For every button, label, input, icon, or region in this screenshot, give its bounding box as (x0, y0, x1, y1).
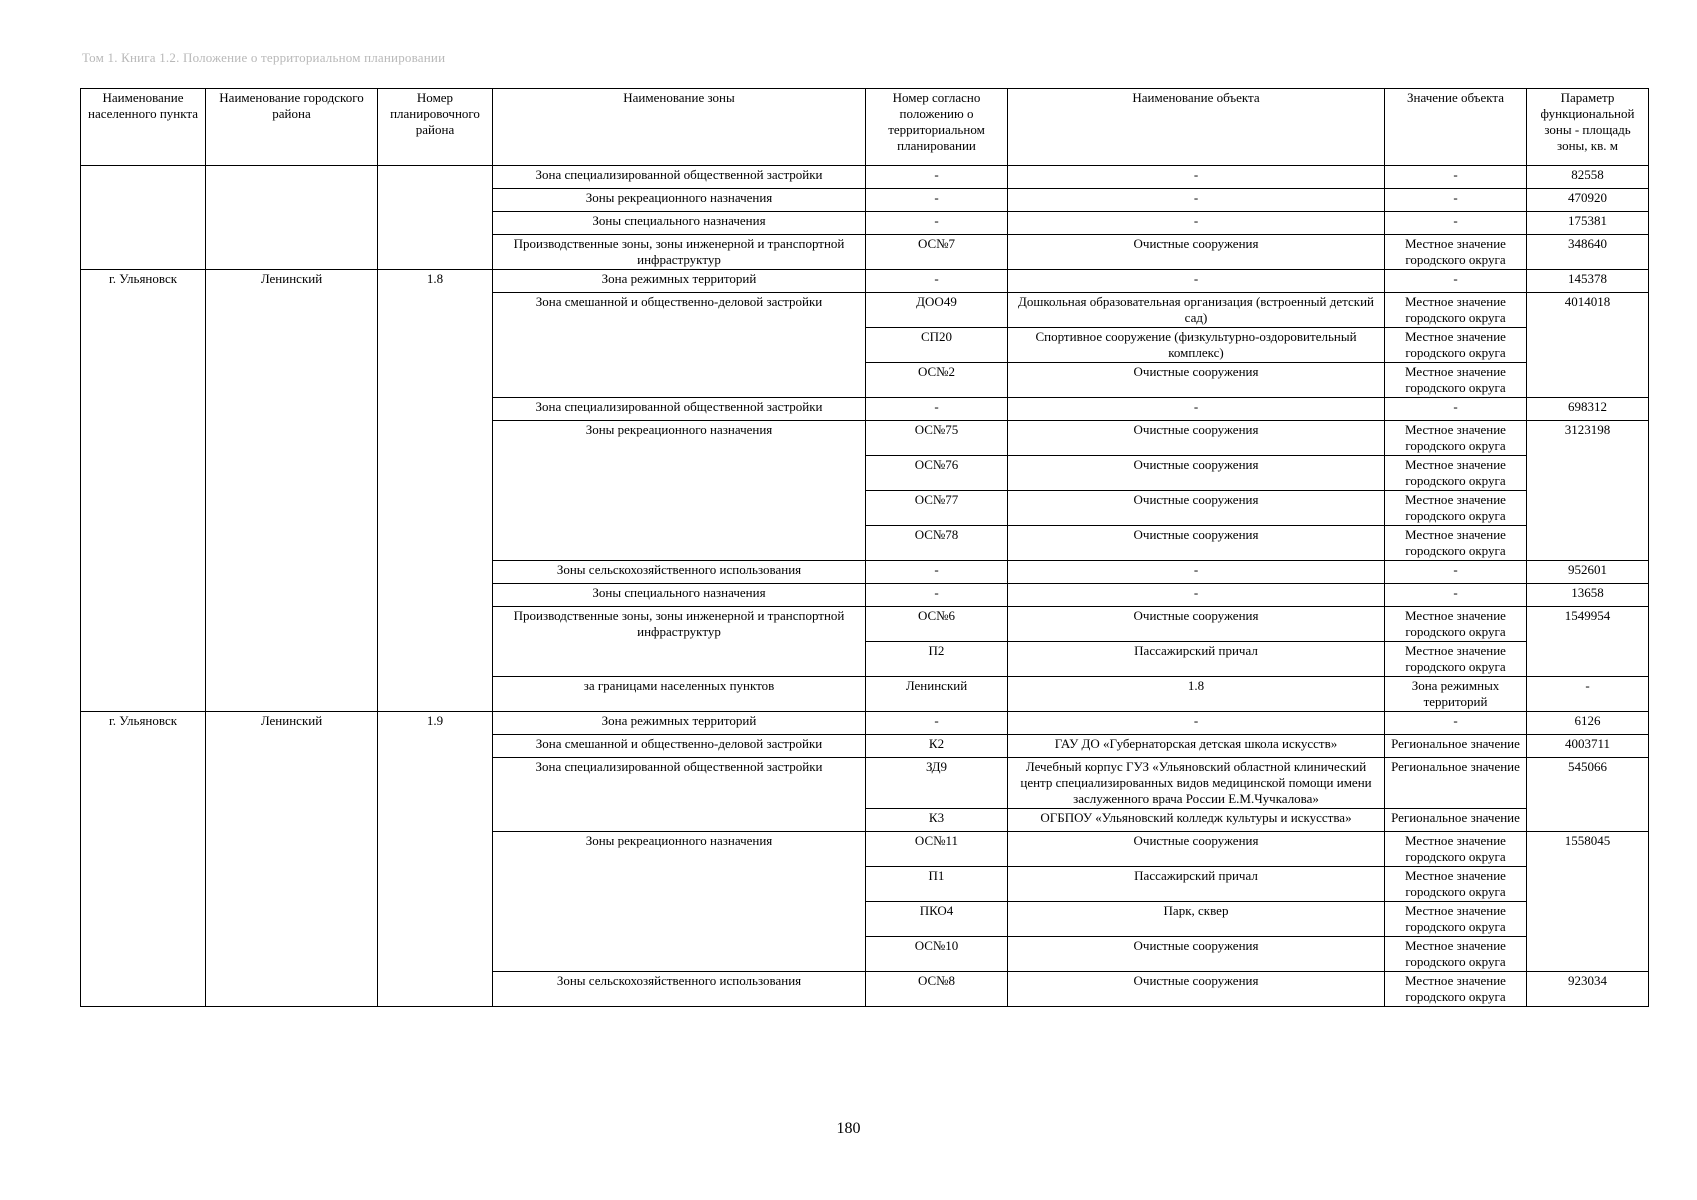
table-cell (81, 166, 206, 270)
table-cell: - (1385, 561, 1527, 584)
table-cell: Ленинский (206, 712, 378, 1007)
table-cell: - (1008, 270, 1385, 293)
table-cell: ОС№77 (866, 491, 1008, 526)
table-cell: 1549954 (1527, 607, 1649, 677)
table-cell: Зоны специального назначения (493, 584, 866, 607)
table-cell: 1.8 (1008, 677, 1385, 712)
table-cell: ОГБПОУ «Ульяновский колледж культуры и искусства» (1008, 809, 1385, 832)
table-cell: Зона специализированной общественной застройки (493, 166, 866, 189)
table-header (81, 89, 1649, 166)
table-cell: 1.9 (378, 712, 493, 1007)
table-cell: 698312 (1527, 398, 1649, 421)
table-cell: Зона специализированной общественной застройки (493, 398, 866, 421)
table-cell: - (866, 166, 1008, 189)
table-cell: Местное значение городского округа (1385, 421, 1527, 456)
table-cell: г. Ульяновск (81, 712, 206, 1007)
table-cell: Зона специализированной общественной застройки (493, 758, 866, 832)
table-cell: - (866, 270, 1008, 293)
table-cell: - (1385, 189, 1527, 212)
table-cell: Зона режимных территорий (1385, 677, 1527, 712)
table-cell: Местное значение городского округа (1385, 328, 1527, 363)
table-cell: Очистные сооружения (1008, 937, 1385, 972)
table-cell: Региональное значение (1385, 735, 1527, 758)
page-number: 180 (836, 1120, 861, 1137)
table-cell: Зоны сельскохозяйственного использования (493, 972, 866, 1007)
table-cell: ОС№78 (866, 526, 1008, 561)
table-cell: 470920 (1527, 189, 1649, 212)
table-cell: Зоны сельскохозяйственного использования (493, 561, 866, 584)
table-cell: - (1385, 398, 1527, 421)
table-cell: 4014018 (1527, 293, 1649, 398)
table-cell: - (866, 561, 1008, 584)
table-cell: Местное значение городского округа (1385, 235, 1527, 270)
table-cell: Местное значение городского округа (1385, 293, 1527, 328)
table-cell: - (1385, 712, 1527, 735)
column-header-zone-name: Наименование зоны (493, 89, 866, 166)
table-cell: 175381 (1527, 212, 1649, 235)
table-cell: Зона режимных территорий (493, 712, 866, 735)
table-cell: Пассажирский причал (1008, 867, 1385, 902)
table-cell: г. Ульяновск (81, 270, 206, 712)
table-cell: Очистные сооружения (1008, 363, 1385, 398)
table-cell: - (1527, 677, 1649, 712)
table-cell: Очистные сооружения (1008, 491, 1385, 526)
table-cell: 13658 (1527, 584, 1649, 607)
table-row (81, 270, 1649, 293)
table-cell: Лечебный корпус ГУЗ «Ульяновский областной клинический центр специализированных видов медицинской помощи имени заслуженного врача России Е.М.Чучкалова» (1008, 758, 1385, 809)
table-cell: Очистные сооружения (1008, 526, 1385, 561)
table-cell: Местное значение городского округа (1385, 902, 1527, 937)
table-cell: ОС№10 (866, 937, 1008, 972)
table-cell: - (1008, 561, 1385, 584)
table-cell: СП20 (866, 328, 1008, 363)
table-cell: Дошкольная образовательная организация (встроенный детский сад) (1008, 293, 1385, 328)
table-body (81, 166, 1649, 1007)
table-cell: 3123198 (1527, 421, 1649, 561)
table-cell: Спортивное сооружение (физкультурно-оздоровительный комплекс) (1008, 328, 1385, 363)
table-cell: Местное значение городского округа (1385, 832, 1527, 867)
table-cell: Региональное значение (1385, 809, 1527, 832)
table-cell: Зоны рекреационного назначения (493, 421, 866, 561)
table-cell: Местное значение городского округа (1385, 526, 1527, 561)
table-cell: П1 (866, 867, 1008, 902)
table-cell: ОС№6 (866, 607, 1008, 642)
table-cell: - (1385, 584, 1527, 607)
table-cell: Зоны рекреационного назначения (493, 189, 866, 212)
table-cell: - (1385, 270, 1527, 293)
table-cell: Местное значение городского округа (1385, 491, 1527, 526)
table-row (81, 712, 1649, 735)
table-cell: К2 (866, 735, 1008, 758)
table-cell: Местное значение городского округа (1385, 937, 1527, 972)
table-cell: Местное значение городского округа (1385, 867, 1527, 902)
table-cell: Парк, сквер (1008, 902, 1385, 937)
column-header-zone-area: Параметр функциональной зоны - площадь зоны, кв. м (1527, 89, 1649, 166)
table-cell: Местное значение городского округа (1385, 972, 1527, 1007)
table-cell: 952601 (1527, 561, 1649, 584)
table-cell: ОС№11 (866, 832, 1008, 867)
table-cell: 545066 (1527, 758, 1649, 832)
table-cell: ОС№76 (866, 456, 1008, 491)
table-cell: Очистные сооружения (1008, 607, 1385, 642)
table-cell: Очистные сооружения (1008, 235, 1385, 270)
table-cell: Зона смешанной и общественно-деловой застройки (493, 735, 866, 758)
table-cell: К3 (866, 809, 1008, 832)
table-cell: - (1008, 398, 1385, 421)
column-header-city-district: Наименование городского района (206, 89, 378, 166)
column-header-regulation-number: Номер согласно положению о территориальном планировании (866, 89, 1008, 166)
table-cell: - (866, 212, 1008, 235)
table-cell (206, 166, 378, 270)
table-cell: ОС№7 (866, 235, 1008, 270)
table-cell: 4003711 (1527, 735, 1649, 758)
table-cell: - (866, 189, 1008, 212)
table-cell: Очистные сооружения (1008, 456, 1385, 491)
table-cell: ПКО4 (866, 902, 1008, 937)
table-cell: Очистные сооружения (1008, 421, 1385, 456)
table-cell: - (1008, 166, 1385, 189)
table-cell: Зоны специального назначения (493, 212, 866, 235)
table-cell: - (1008, 584, 1385, 607)
table-cell: ЗД9 (866, 758, 1008, 809)
table-cell: 1.8 (378, 270, 493, 712)
header-row (81, 89, 1649, 166)
table-cell: Зона смешанной и общественно-деловой застройки (493, 293, 866, 398)
table-cell: 1558045 (1527, 832, 1649, 972)
table-cell: за границами населенных пунктов (493, 677, 866, 712)
table-cell: - (866, 398, 1008, 421)
table-cell: 6126 (1527, 712, 1649, 735)
table-cell: ГАУ ДО «Губернаторская детская школа искусств» (1008, 735, 1385, 758)
column-header-settlement: Наименование населенного пункта (81, 89, 206, 166)
table-cell: Ленинский (206, 270, 378, 712)
table-cell: - (1008, 212, 1385, 235)
table-cell: - (1008, 712, 1385, 735)
table-cell (378, 166, 493, 270)
table-cell: 348640 (1527, 235, 1649, 270)
table-cell: Производственные зоны, зоны инженерной и транспортной инфраструктур (493, 607, 866, 677)
table-cell: Очистные сооружения (1008, 832, 1385, 867)
table-cell: Очистные сооружения (1008, 972, 1385, 1007)
table-cell: Зоны рекреационного назначения (493, 832, 866, 972)
zones-table (80, 88, 1649, 1007)
table-cell: Ленинский (866, 677, 1008, 712)
table-cell: 923034 (1527, 972, 1649, 1007)
table-cell: Региональное значение (1385, 758, 1527, 809)
table-cell: - (1385, 166, 1527, 189)
table-cell: ОС№75 (866, 421, 1008, 456)
table-cell: ОС№8 (866, 972, 1008, 1007)
table-cell: Зона режимных территорий (493, 270, 866, 293)
table-cell: - (1385, 212, 1527, 235)
table-cell: Пассажирский причал (1008, 642, 1385, 677)
table-cell: 82558 (1527, 166, 1649, 189)
column-header-object-significance: Значение объекта (1385, 89, 1527, 166)
table-cell: Производственные зоны, зоны инженерной и транспортной инфраструктур (493, 235, 866, 270)
column-header-object-name: Наименование объекта (1008, 89, 1385, 166)
table-cell: Местное значение городского округа (1385, 456, 1527, 491)
table-cell: ОС№2 (866, 363, 1008, 398)
table-cell: Местное значение городского округа (1385, 607, 1527, 642)
table-cell: Местное значение городского округа (1385, 642, 1527, 677)
running-header: Том 1. Книга 1.2. Положение о территориальном планировании (82, 50, 446, 65)
table-cell: 145378 (1527, 270, 1649, 293)
table-cell: - (866, 584, 1008, 607)
table-cell: - (1008, 189, 1385, 212)
table-row (81, 166, 1649, 189)
table-cell: П2 (866, 642, 1008, 677)
table-cell: Местное значение городского округа (1385, 363, 1527, 398)
table-cell: ДОО49 (866, 293, 1008, 328)
table-cell: - (866, 712, 1008, 735)
column-header-planning-district: Номер планировочного района (378, 89, 493, 166)
